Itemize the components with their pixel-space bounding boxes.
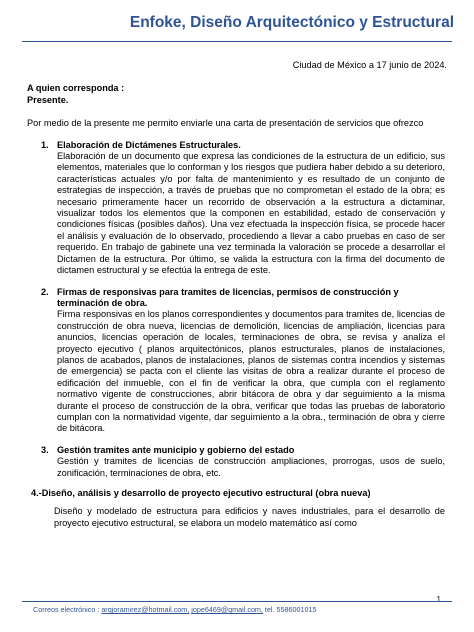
salutation-line-2: Presente. <box>27 94 69 105</box>
footer-divider <box>22 601 452 602</box>
salutation <box>27 83 445 106</box>
letter-body <box>27 60 445 529</box>
date-line: Ciudad de México a 17 junio de 2024. <box>292 60 447 70</box>
section-text: Elaboración de un documento que expresa las condiciones de la estructura de un edificio, sus elementos, materiales que lo conforman y los riesgos que pudiera haber debido a su deterioro, características actuales y/o por falta de mantenimiento y es resultado de un conjunto de estrategias de inspección, a través de pruebas que no comprometan el estado de la obra; es necesario primeramente hacer un recorrido de observación a la estructura a dictaminar, visualizar todos los elementos que la componen en estabilidad, estado de conservación y condiciones físicas (posibles daños). Una vez efectuada la inspección física, se procede hacer el análisis y evaluación de lo observado, procediendo a llevar a cabo pruebas en caso de ser requerido. En trabajo de gabinete una vez terminada la valoración se procede a desarrollar el Dictamen de la estructura. Por último, se valida la estructura con la firma del documento de dictamen estructural y se efectúa la entrega de este. <box>57 151 445 276</box>
service-section-1 <box>27 140 445 277</box>
phone-number: tel. 5586001015 <box>264 605 317 614</box>
page-number: 1 <box>436 595 441 604</box>
email-link-1[interactable]: arqjoramirez@hotmail.com, <box>101 605 190 614</box>
section-title: Firmas de responsivas para tramites de licencias, permisos de construcción y terminación de obra. <box>57 286 399 308</box>
email-link-2[interactable]: jope6469@gmail.com, <box>191 605 263 614</box>
footer-label: Correos electrónico : <box>33 605 100 614</box>
section-title: Gestión tramites ante municipio y gobierno del estado <box>57 444 295 455</box>
service-section-3 <box>27 445 445 479</box>
service-section-2 <box>27 287 445 435</box>
salutation-line-1: A quien corresponda : <box>27 83 125 94</box>
header-divider <box>22 41 452 42</box>
section-title: Elaboración de Dictámenes Estructurales. <box>57 139 241 150</box>
company-title: Enfoke, Diseño Arquitectónico y Estructural <box>129 14 454 31</box>
section-number: 3. <box>41 444 49 455</box>
section-text: Gestión y tramites de licencias de construcción ampliaciones, prorrogas, usos de suelo, zonificación, terminaciones de obra, etc. <box>57 456 445 478</box>
footer-contact <box>33 605 316 614</box>
section-text: Firma responsivas en los planos correspondientes y documentos para tramites de, licencias de construcción de obra nueva, licencias de demolición, licencias de ampliación, licencias para anuncios, licencias operación de locales, terminaciones de obra, se revisa y analiza el proyecto ejecutivo ( planos arquitectónicos, planos estructurales, planos de instalaciones, planos de acabados, planos de instalaciones, planos de sistemas contra incendios y sistemas de emergencia) se pacta con el cliente las visitas de obra a realizar durante el proceso de edificación del inmueble, con el fin de verificar la obra, que cumpla con el reglamento normativo vigente de construcciones, abrir bitácora de obra y dar seguimiento a la misma durante el proceso de construcción de la obra, verificar que todas las pruebas de laboratorio cumplan con la normatividad vigente, dar seguimiento a la obra., terminación de obra y cierre de bitácora. <box>57 309 445 434</box>
section-number: 1. <box>41 139 49 150</box>
intro-paragraph: Por medio de la presente me permito enviarle una carta de presentación de servicios que ofrezco <box>27 118 424 129</box>
section-4-text: Diseño y modelado de estructura para edificios y naves industriales, para el desarrollo de proyecto ejecutivo estructural, se elabora un modelo matemático así como <box>54 506 445 528</box>
section-number: 2. <box>41 286 49 297</box>
section-4-title: 4.-Diseño, análisis y desarrollo de proyecto ejecutivo estructural (obra nueva) <box>31 488 371 498</box>
